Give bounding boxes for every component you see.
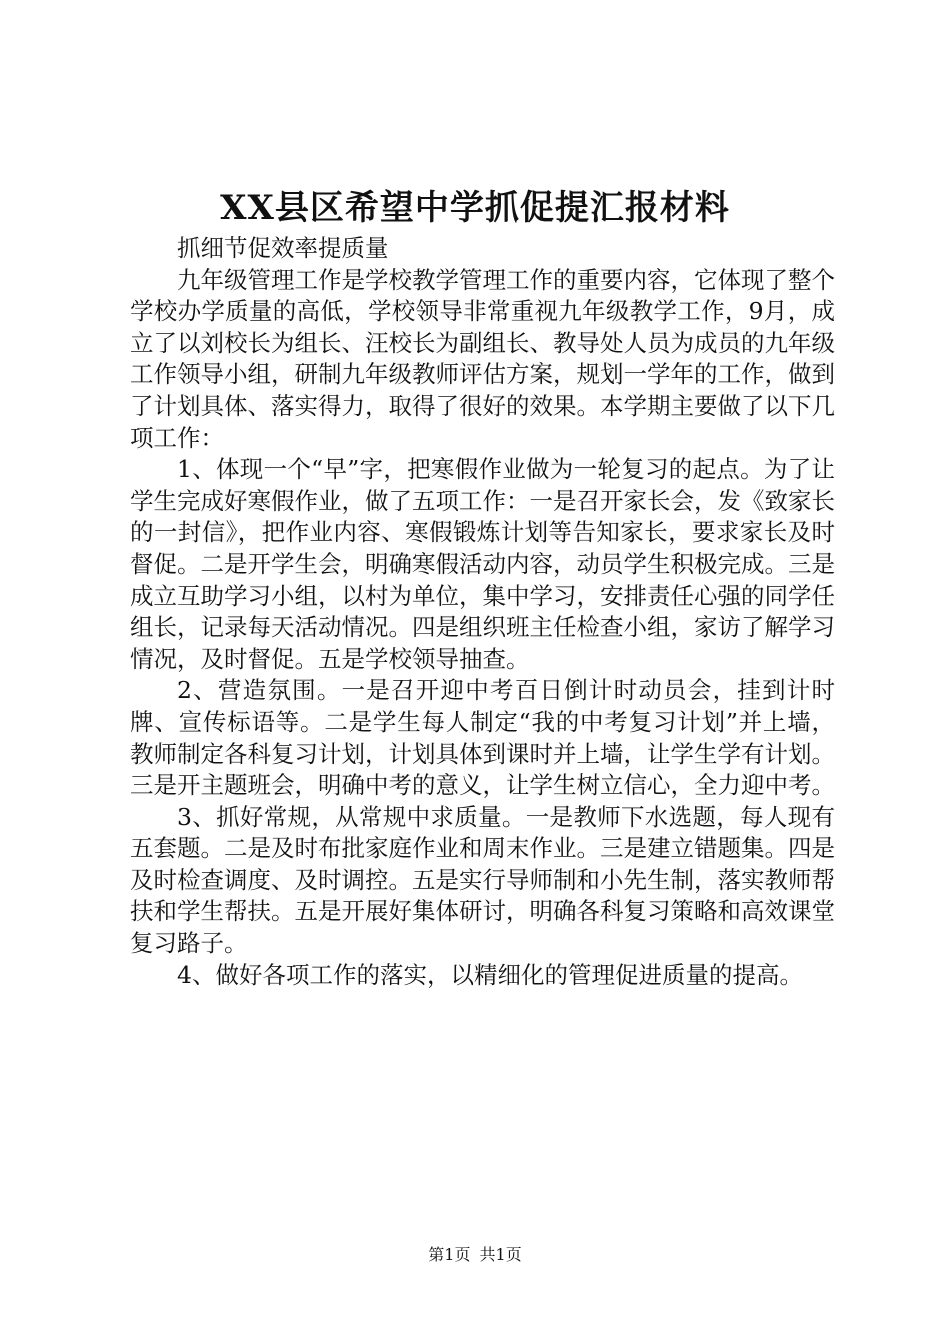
paragraph-item-3: 3、抓好常规，从常规中求质量。一是教师下水选题，每人现有五套题。二是及时布批家庭作业和周末作业。三是建立错题集。四是及时检查调度、及时调控。五是实行导师制和小先生制，落实教师帮扶和学生帮扶。五是开展好集体研讨，明确各科复习策略和高效课堂复习路子。 — [130, 802, 835, 958]
paragraph-item-1: 1、体现一个“早”字，把寒假作业做为一轮复习的起点。为了让学生完成好寒假作业，做了五项工作：一是召开家长会，发《致家长的一封信》，把作业内容、寒假锻炼计划等告知家长，要求家长及时督促。二是开学生会，明确寒假活动内容，动员学生积极完成。三是成立互助学习小组，以村为单位，集中学习，安排责任心强的同学任组长，记录每天活动情况。四是组织班主任检查小组，家访了解学习情况，及时督促。五是学校领导抽查。 — [130, 455, 835, 673]
page-number: 第1页 — [428, 1245, 471, 1264]
document-body — [130, 233, 835, 991]
document-subtitle: 抓细节促效率提质量 — [177, 234, 389, 262]
document-title: XX县区希望中学抓促提汇报材料 — [220, 188, 730, 228]
paragraph-item-2: 2、营造氛围。一是召开迎中考百日倒计时动员会，挂到计时牌、宣传标语等。二是学生每人制定“我的中考复习计划”并上墙，教师制定各科复习计划，计划具体到课时并上墙，让学生学有计划。三是开主题班会，明确中考的意义，让学生树立信心，全力迎中考。 — [130, 676, 835, 800]
paragraph-intro: 九年级管理工作是学校教学管理工作的重要内容，它体现了整个学校办学质量的高低，学校领导非常重视九年级教学工作，9月，成立了以刘校长为组长、汪校长为副组长、教导处人员为成员的九年级工作领导小组，研制九年级教师评估方案，规划一学年的工作，做到了计划具体、落实得力，取得了很好的效果。本学期主要做了以下几项工作： — [130, 265, 835, 452]
page-total: 共1页 — [479, 1245, 522, 1264]
paragraph-item-4: 4、做好各项工作的落实，以精细化的管理促进质量的提高。 — [177, 960, 803, 989]
page-footer — [0, 1244, 950, 1266]
